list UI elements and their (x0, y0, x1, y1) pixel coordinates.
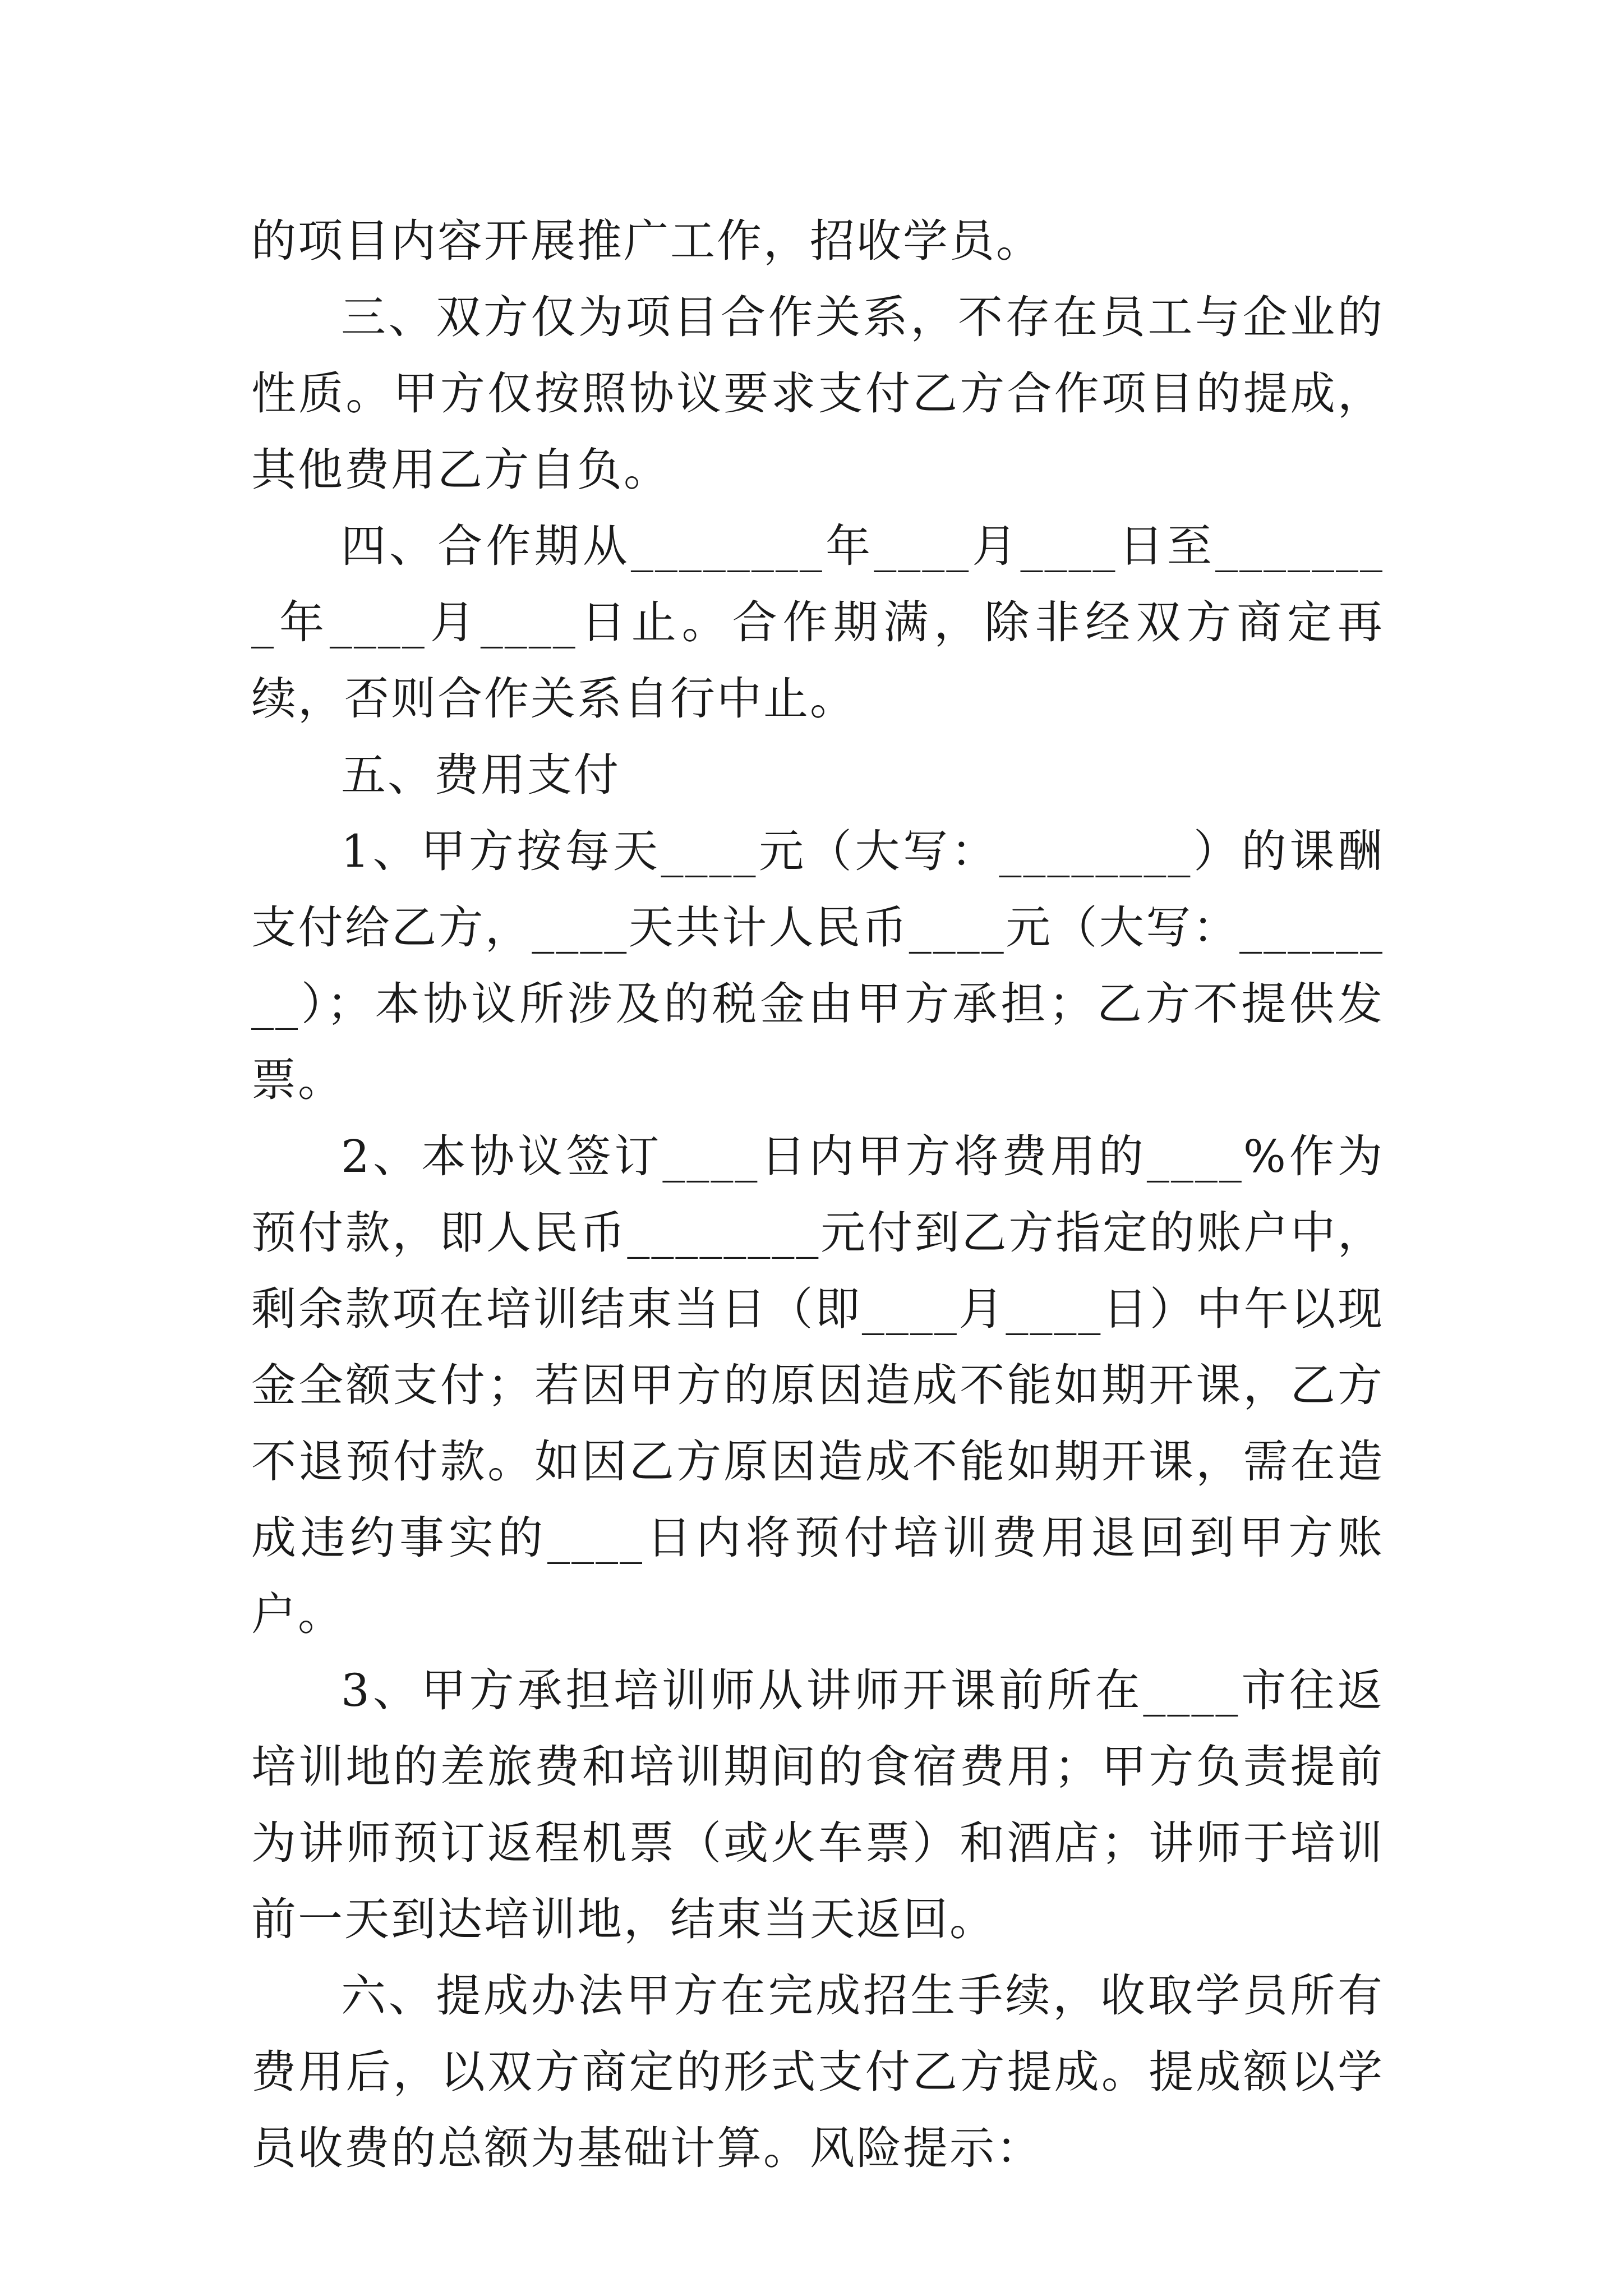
paragraph-continuation: 的项目内容开展推广工作，招收学员。 (251, 215, 1043, 267)
paragraph-clause-5-3: 3、甲方承担培训师从讲师开课前所在____市往返培训地的差旅费和培训期间的食宿费用；甲方负责提前为讲师预订返程机票（或火车票）和酒店；讲师于培训前一天到达培训地，结束当天返回。 (251, 1664, 1384, 1945)
paragraph-clause-4: 四、合作期从________年____月____日至________年____月____日止。合作期满，除非经双方商定再续，否则合作关系自行中止。 (251, 520, 1384, 725)
paragraph-clause-5-2: 2、本协议签订____日内甲方将费用的____%作为预付款，即人民币________元付到乙方指定的账户中，剩余款项在培训结束当日（即____月____日）中午以现金全额支付；若因甲方的原因造成不能如期开课，乙方不退预付款。如因乙方原因造成不能如期开课，需在造成违约事实的____日内将预付培训费用退回到甲方账户。 (251, 1130, 1384, 1640)
document-body (251, 203, 1384, 2187)
paragraph-clause-5-1: 1、甲方按每天____元（大写：________）的课酬支付给乙方，____天共计人民币____元（大写：________）；本协议所涉及的税金由甲方承担；乙方不提供发票。 (251, 825, 1384, 1106)
paragraph-clause-5-heading: 五、费用支付 (341, 749, 620, 801)
paragraph-clause-6: 六、提成办法甲方在完成招生手续，收取学员所有费用后，以双方商定的形式支付乙方提成。提成额以学员收费的总额为基础计算。风险提示： (251, 1970, 1384, 2174)
paragraph-clause-3: 三、双方仅为项目合作关系，不存在员工与企业的性质。甲方仅按照协议要求支付乙方合作项目的提成，其他费用乙方自负。 (251, 291, 1384, 496)
